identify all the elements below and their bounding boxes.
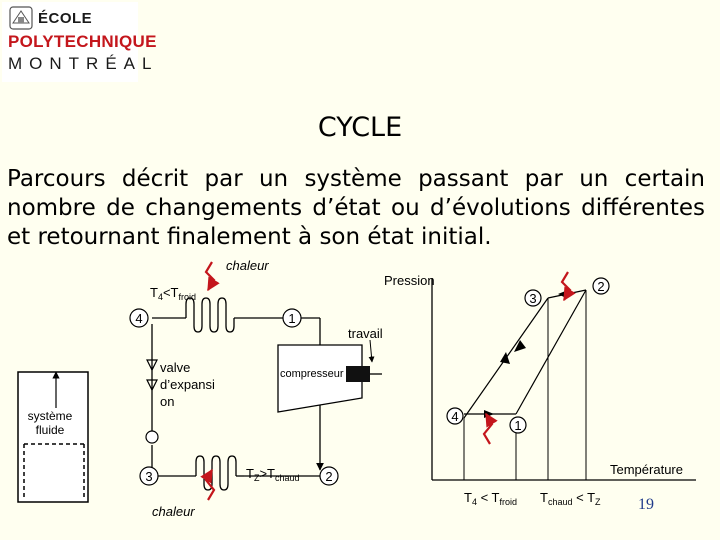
pressure-temperature-graph [384, 272, 696, 507]
tz-condition-label: $T_Z>T_{chaud}$ [246, 466, 300, 483]
schematic-state-3 [140, 467, 158, 485]
system-label-line2: fluide [35, 423, 65, 437]
graph-state-4 [447, 408, 463, 424]
graph-heat-in-icon [484, 414, 492, 444]
slide-number: 19 [638, 496, 654, 513]
svg-text:3: 3 [529, 291, 537, 306]
slide-title: CYCLE [317, 112, 403, 143]
valve-label-line2: d’expansi [160, 377, 215, 392]
heat-out-arrow-icon [206, 470, 214, 500]
path-2-1 [516, 290, 586, 414]
condenser-coil [196, 456, 236, 490]
graph-condition-left: $T_4 < T_{froid}$ [464, 490, 518, 507]
schematic-state-2 [320, 467, 338, 485]
arrow-down-right-icon [514, 340, 526, 352]
graph-condition-right: $T_{chaud} < T_Z$ [540, 490, 601, 507]
expansion-valve-symbol [146, 431, 158, 443]
svg-text:4: 4 [451, 409, 459, 424]
graph-state-3 [525, 290, 541, 306]
t4-condition-label: $T_4<T_{froid}$ [150, 285, 197, 302]
evaporator-coil [186, 298, 234, 332]
svg-text:1: 1 [514, 418, 522, 433]
svg-text:1: 1 [288, 311, 296, 326]
system-fluid-box [18, 372, 88, 502]
compressor-shaft [346, 366, 370, 382]
cycle-definition: Parcours décrit par un système passant par un certain nombre de changements d’état ou d’évolutions différentes et retournant finalement à son état initial. [7, 166, 705, 250]
logo-line-montreal: MONTRÉAL [8, 54, 159, 73]
heat-in-arrow-icon [206, 262, 214, 290]
compressor-label: compresseur [280, 368, 344, 380]
logo-line-ecole: ÉCOLE [38, 10, 93, 27]
logo-line-polytechnique: POLYTECHNIQUE [8, 32, 157, 51]
graph-state-2 [593, 278, 609, 294]
graph-ylabel: Pression [384, 273, 435, 288]
heat-bottom-label: chaleur [152, 504, 195, 519]
work-label: travail [348, 326, 383, 341]
work-arrow [370, 340, 372, 362]
arrow-bottom-icon [484, 410, 494, 418]
valve-label-line3: on [160, 394, 175, 409]
schematic-state-4 [130, 309, 148, 327]
heat-top-label: chaleur [226, 258, 269, 273]
svg-text:4: 4 [135, 311, 143, 326]
svg-text:3: 3 [145, 469, 153, 484]
schematic-state-1 [283, 309, 301, 327]
system-label-line1: système [27, 409, 73, 423]
graph-xlabel: Température [610, 462, 683, 477]
graph-state-1 [510, 417, 526, 433]
svg-text:2: 2 [325, 469, 333, 484]
refrigeration-schematic [18, 258, 383, 519]
svg-text:2: 2 [597, 279, 605, 294]
valve-label-line1: valve [160, 360, 191, 375]
